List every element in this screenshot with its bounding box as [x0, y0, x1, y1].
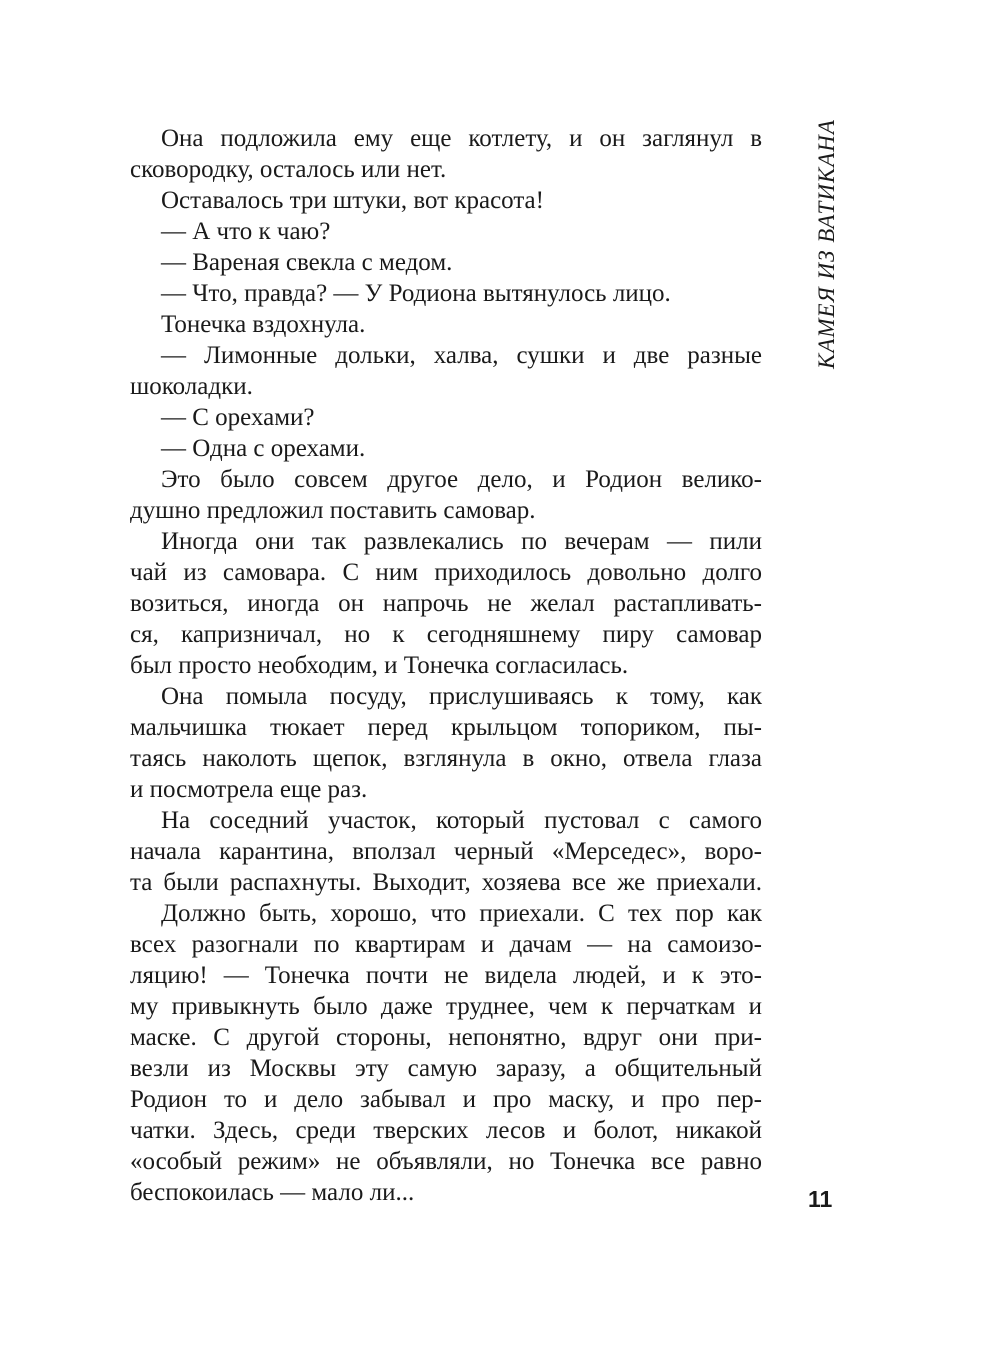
text-line: чай из самовара. С ним приходилось довольно долго [130, 559, 762, 586]
text-line: душно предложил поставить самовар. [130, 497, 536, 524]
text-line: «особый режим» не объявляли, но Тонечка все равно [130, 1148, 762, 1175]
text-line: — А что к чаю? [161, 218, 331, 245]
text-line: му привыкнуть было даже труднее, чем к перчаткам и [130, 993, 762, 1020]
text-line: — Что, правда? — У Родиона вытянулось лицо. [161, 280, 671, 307]
text-line: Оставалось три штуки, вот красота! [161, 187, 544, 214]
text-line: Она подложила ему еще котлету, и он заглянул в [161, 125, 762, 152]
text-line: — С орехами? [161, 404, 315, 431]
page-number: 11 [808, 1186, 833, 1212]
text-line: сковородку, осталось или нет. [130, 156, 447, 183]
text-line: начала карантина, вползал черный «Мерседес», воро- [130, 838, 762, 865]
text-line: Тонечка вздохнула. [161, 311, 366, 338]
text-line: — Вареная свекла с медом. [161, 249, 453, 276]
running-head-title: КАМЕЯ ИЗ ВАТИКАНА [814, 119, 839, 369]
text-line: чатки. Здесь, среди тверских лесов и болот, никакой [130, 1117, 762, 1144]
text-line: — Одна с орехами. [161, 435, 366, 462]
text-line: Родион то и дело забывал и про маску, и про пер- [130, 1086, 762, 1113]
text-line: Это было совсем другое дело, и Родион велико- [161, 466, 762, 493]
text-line: маске. С другой стороны, непонятно, вдруг они при- [130, 1024, 762, 1051]
text-line: — Лимонные дольки, халва, сушки и две разные [161, 342, 762, 369]
text-line: беспокоилась — мало ли... [130, 1179, 415, 1206]
text-line: ся, капризничал, но к сегодняшнему пиру самовар [130, 621, 762, 648]
text-line: был просто необходим, и Тонечка согласилась. [130, 652, 629, 679]
text-line: и посмотрела еще раз. [130, 776, 368, 803]
text-line: возиться, иногда он напрочь не желал растапливать- [130, 590, 762, 617]
text-line: мальчишка тюкает перед крыльцом топориком, пы- [130, 714, 762, 741]
text-line: Она помыла посуду, прислушиваясь к тому, как [161, 683, 762, 710]
text-line: ляцию! — Тонечка почти не видела людей, и к это- [130, 962, 762, 989]
body-text [130, 123, 762, 1208]
text-line: Иногда они так развлекались по вечерам — пили [161, 528, 762, 555]
text-line: Должно быть, хорошо, что приехали. С тех пор как [161, 900, 762, 927]
text-line: всех разогнали по квартирам и дачам — на самоизо- [130, 931, 762, 958]
text-line: та были распахнуты. Выходит, хозяева все же приехали. [130, 869, 762, 896]
text-line: На соседний участок, который пустовал с самого [161, 807, 762, 834]
text-line: шоколадки. [130, 373, 253, 400]
text-line: везли из Москвы эту самую заразу, а общительный [130, 1055, 762, 1082]
text-line: таясь наколоть щепок, взглянула в окно, отвела глаза [130, 745, 762, 772]
